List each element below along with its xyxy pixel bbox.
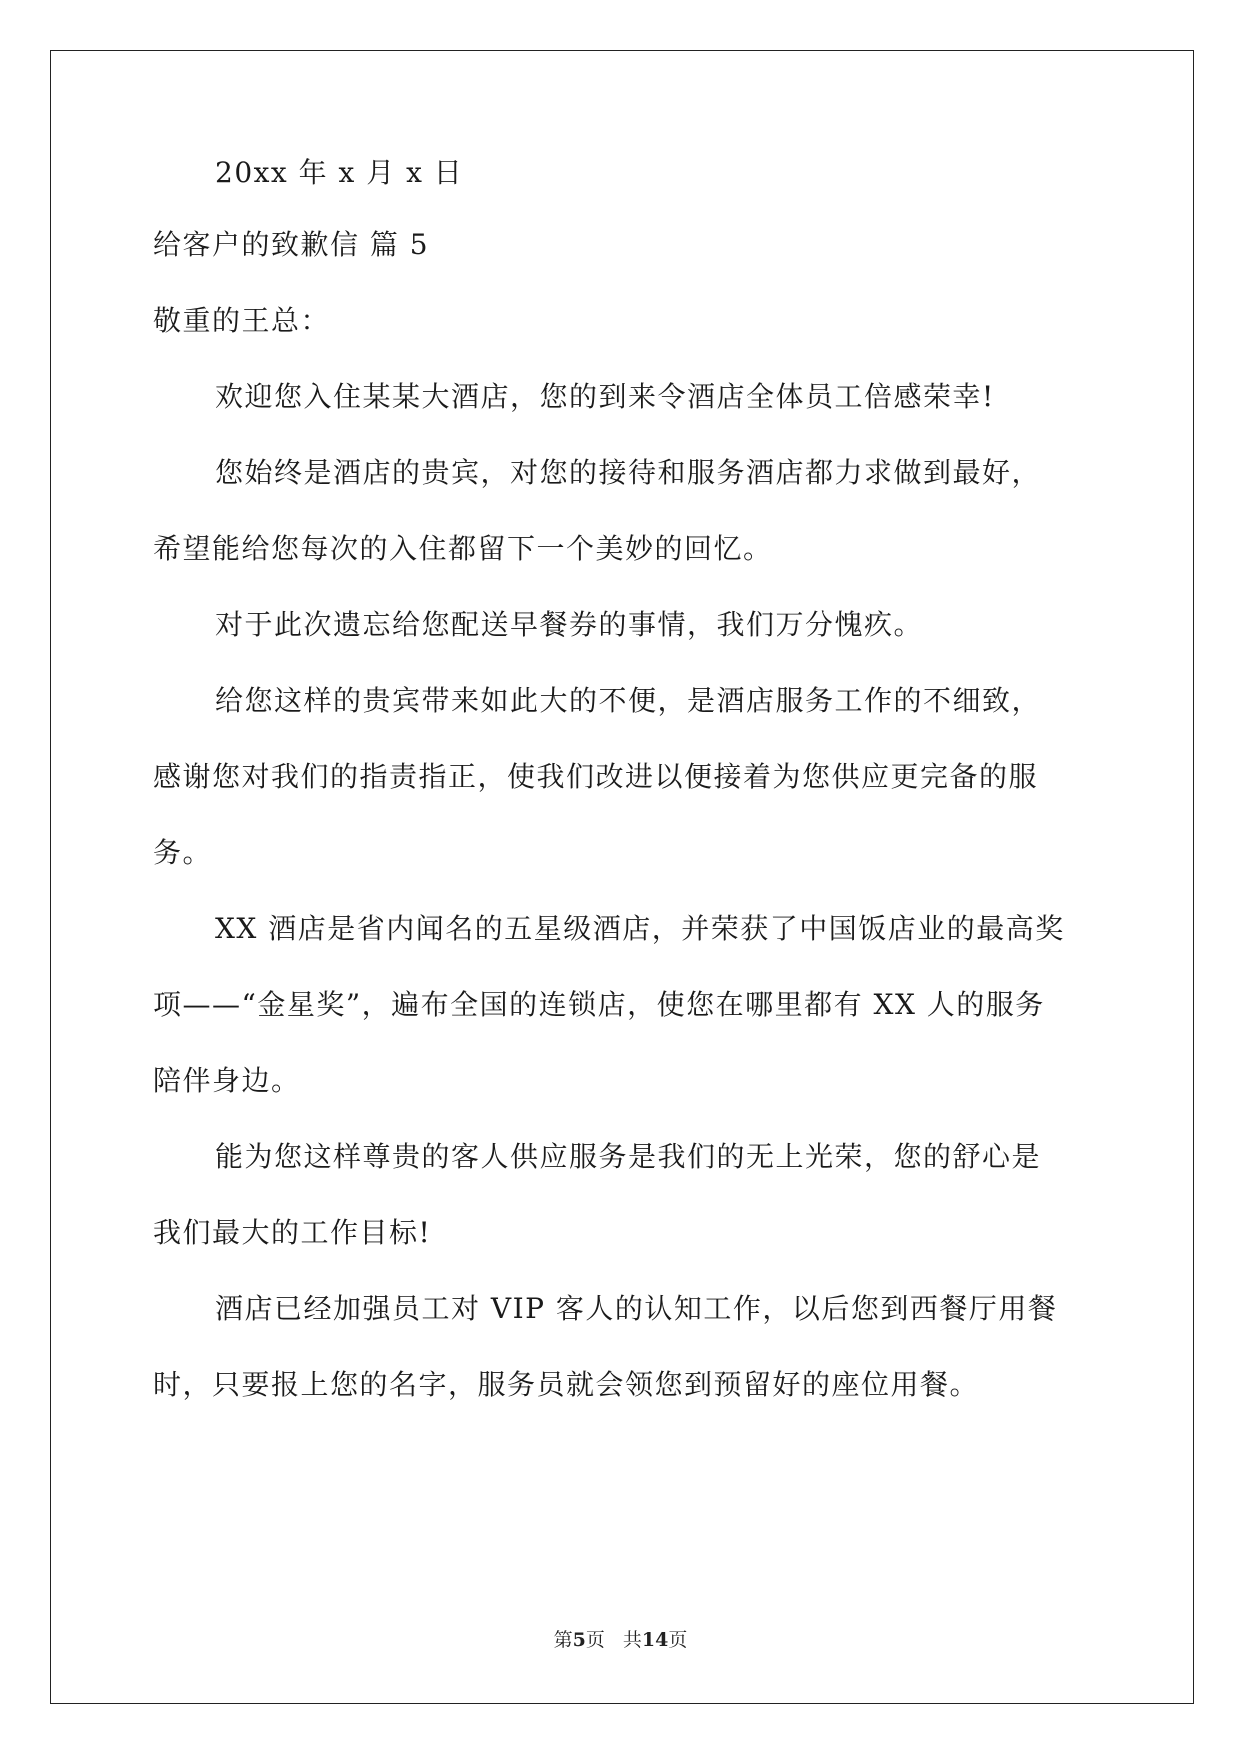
total-suffix: 页 bbox=[668, 1629, 688, 1651]
paragraph-line: 我们最大的工作目标! bbox=[153, 1216, 432, 1249]
page-border bbox=[50, 50, 1194, 1704]
total-pages: 14 bbox=[641, 1629, 669, 1651]
total-prefix: 共 bbox=[622, 1629, 642, 1651]
paragraph-line: XX 酒店是省内闻名的五星级酒店，并荣获了中国饭店业的最高奖 bbox=[215, 912, 1065, 945]
paragraph-line: 欢迎您入住某某大酒店，您的到来令酒店全体员工倍感荣幸! bbox=[215, 380, 995, 413]
paragraph-line: 能为您这样尊贵的客人供应服务是我们的无上光荣，您的舒心是 bbox=[215, 1140, 1042, 1173]
letter-salutation: 敬重的王总： bbox=[153, 304, 331, 337]
paragraph-line: 您始终是酒店的贵宾，对您的接待和服务酒店都力求做到最好， bbox=[215, 456, 1042, 489]
paragraph-line: 项——“金星奖”，遍布全国的连锁店，使您在哪里都有 XX 人的服务 bbox=[153, 988, 1045, 1021]
paragraph-line: 希望能给您每次的入住都留下一个美妙的回忆。 bbox=[153, 532, 773, 565]
paragraph-line: 时，只要报上您的名字，服务员就会领您到预留好的座位用餐。 bbox=[153, 1368, 980, 1401]
paragraph-line: 对于此次遗忘给您配送早餐券的事情，我们万分愧疚。 bbox=[215, 608, 924, 641]
letter-date: 20xx 年 x 月 x 日 bbox=[215, 156, 464, 189]
page-number: 5 bbox=[572, 1629, 586, 1651]
paragraph-line: 务。 bbox=[153, 836, 213, 869]
paragraph-line: 酒店已经加强员工对 VIP 客人的认知工作，以后您到西餐厅用餐 bbox=[215, 1292, 1058, 1325]
page-footer bbox=[0, 1628, 1241, 1652]
paragraph-line: 给您这样的贵宾带来如此大的不便，是酒店服务工作的不细致， bbox=[215, 684, 1042, 717]
page-suffix: 页 bbox=[585, 1629, 605, 1651]
page-prefix: 第 bbox=[553, 1629, 573, 1651]
paragraph-line: 感谢您对我们的指责指正，使我们改进以便接着为您供应更完备的服 bbox=[153, 760, 1039, 793]
paragraph-line: 陪伴身边。 bbox=[153, 1064, 301, 1097]
letter-heading: 给客户的致歉信 篇 5 bbox=[153, 228, 430, 261]
